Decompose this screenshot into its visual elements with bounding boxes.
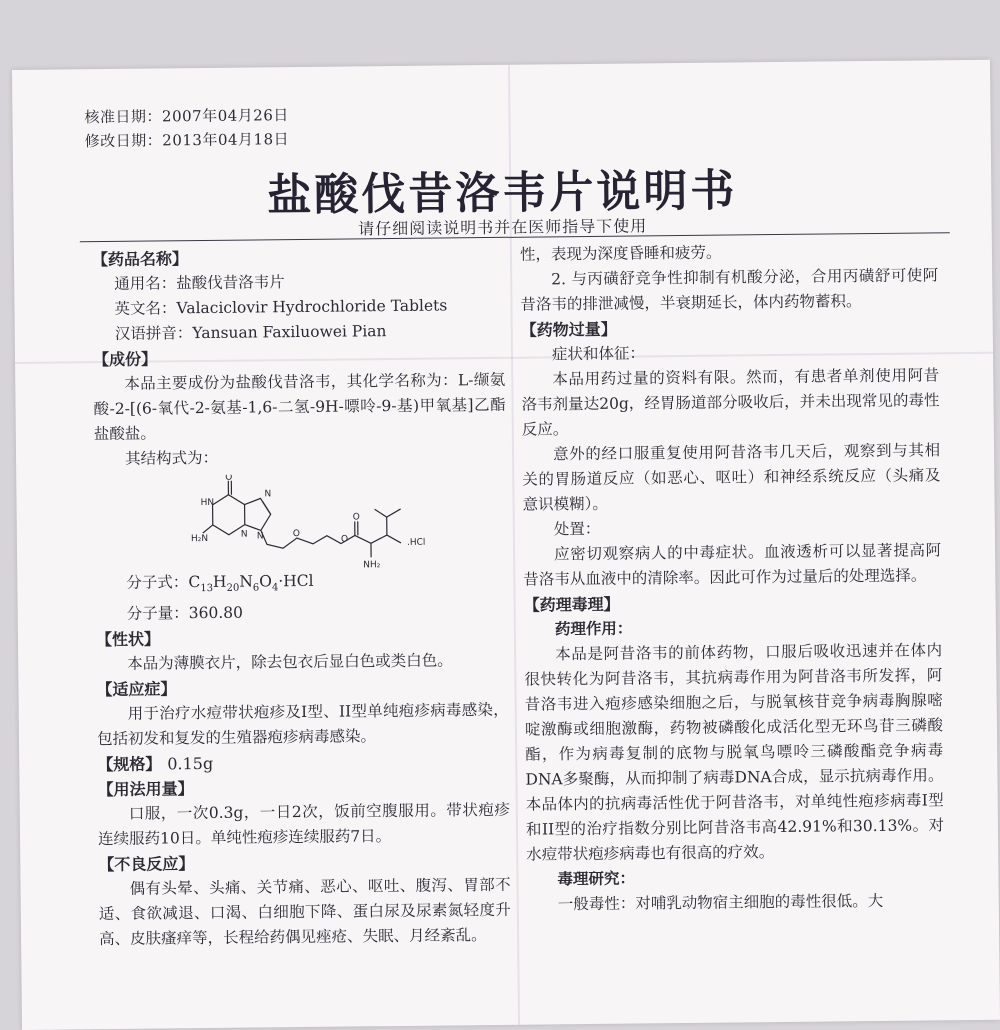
section-heading-drug-name: 【药品名称】 xyxy=(92,243,504,272)
right-column xyxy=(520,238,945,917)
properties-text: 本品为薄膜衣片，除去包衣后显白色或类白色。 xyxy=(96,648,508,677)
structure-bonds xyxy=(202,479,401,559)
section-heading-spec: 【规格】 0.15g xyxy=(97,748,509,777)
left-column xyxy=(92,243,511,952)
section-heading-dosage: 【用法用量】 xyxy=(97,773,509,802)
generic-name: 通用名：盐酸伐昔洛韦片 xyxy=(92,268,504,297)
atom-label: O xyxy=(225,473,232,483)
revision-date: 修改日期：2013年04月18日 xyxy=(85,129,290,151)
pharmacology-text: 本品是阿昔洛韦的前体药物，口服后吸收迅速并在体内很快转化为阿昔洛韦，其抗病毒作用为阿昔洛韦所发挥，阿昔洛韦进入疱疹感染细胞之后，与脱氧核苷竞争病毒胸腺嘧啶激酶或细胞激酶，药物被磷酸化成活化型无环鸟苷三磷酸酯，作为病毒复制的底物与脱氧鸟嘌呤三磷酸酯竞争病毒DNA多聚酶，从而抑制了病毒DNA合成，显示抗病毒作用。本品体内的抗病毒活性优于阿昔洛韦，对单纯性疱疹病毒I型和II型的治疗指数分别比阿昔洛韦高42.91%和30.13%。对水痘带状疱疹病毒也有很高的疗效。 xyxy=(524,638,944,867)
overdose-paragraph-1: 本品用药过量的资料有限。然而，有患者单剂使用阿昔洛韦剂量达20g，经胃肠道部分吸收后，并未出现常见的毒性反应。 xyxy=(521,363,940,442)
symptoms-label: 症状和体征： xyxy=(521,338,939,367)
dosage-text: 口服，一次0.3g，一日2次，饭前空腹服用。带状疱疹连续服药10日。单纯性疱疹连续服药7日。 xyxy=(98,798,511,852)
english-name: 英文名：Valaciclovir Hydrochloride Tablets xyxy=(92,293,504,322)
treatment-text: 应密切观察病人的中毒症状。血液透析可以显著提高阿昔洛韦从血液中的清除率。因此可作为过量后的处理选择。 xyxy=(523,538,942,592)
structure-label: 其结构式为： xyxy=(94,443,506,472)
toxicology-text: 一般毒性：对哺乳动物宿主细胞的毒性很低。大 xyxy=(527,888,945,917)
section-heading-pharmacology: 【药理毒理】 xyxy=(524,588,942,617)
treatment-label: 处置： xyxy=(523,513,941,542)
atom-label: N xyxy=(257,531,264,541)
leaflet-sheet xyxy=(12,60,1000,1030)
pinyin-name: 汉语拼音：Yansuan Faxiluowei Pian xyxy=(93,318,505,347)
atom-label: N xyxy=(241,530,248,540)
structural-formula-image xyxy=(190,472,491,570)
atom-label: O xyxy=(353,512,360,522)
adverse-reactions-text: 偶有头晕、头痛、关节痛、恶心、呕吐、腹泻、胃部不适、食欲减退、口渴、白细胞下降、蛋白尿及尿素氮轻度升高、皮肤瘙痒等，长程给药偶见痤疮、失眠、月经紊乱。 xyxy=(98,873,511,952)
indications-text: 用于治疗水痘带状疱疹及I型、II型单纯疱疹病毒感染，包括初发和复发的生殖器疱疹病毒感染。 xyxy=(97,698,510,752)
atom-label: H₂N xyxy=(191,534,208,544)
interaction-continued-text: 性，表现为深度昏睡和疲劳。 xyxy=(520,238,938,267)
atom-label: NH₂ xyxy=(363,560,381,570)
atom-label: HN xyxy=(200,498,214,508)
atom-label: O xyxy=(341,535,348,545)
pharmacology-action-label: 药理作用： xyxy=(524,613,942,642)
approval-date: 核准日期：2007年04月26日 xyxy=(84,105,289,127)
interaction-item-2: 2. 与丙磺舒竞争性抑制有机酸分泌，合用丙磺舒可使阿昔洛韦的排泄减慢，半衰期延长，体内药物蓄积。 xyxy=(520,263,939,317)
molecular-formula: 分子式：$C_{13}H_{20}N_6O_4\cdot HCl$ xyxy=(95,567,507,602)
section-heading-composition: 【成份】 xyxy=(93,343,505,372)
document-subtitle: 请仔细阅读说明书并在医师指导下使用 xyxy=(14,210,992,243)
document-title: 盐酸伐昔洛韦片说明书 xyxy=(13,152,992,226)
spec-value: 0.15g xyxy=(161,754,213,774)
overdose-paragraph-2: 意外的经口服重复使用阿昔洛韦几天后，观察到与其相关的胃肠道反应（如恶心、呕吐）和神经系统反应（头痛及意识模糊）。 xyxy=(522,438,941,517)
section-heading-adverse-reactions: 【不良反应】 xyxy=(98,848,510,877)
section-heading-properties: 【性状】 xyxy=(96,623,508,652)
structure-atom-labels xyxy=(190,472,425,570)
atom-label: O xyxy=(293,529,300,539)
section-heading-indications: 【适应症】 xyxy=(96,673,508,702)
toxicology-label: 毒理研究： xyxy=(526,863,944,892)
structure-hcl: .HCl xyxy=(407,538,426,548)
molecular-weight: 分子量：360.80 xyxy=(96,598,508,627)
composition-text: 本品主要成份为盐酸伐昔洛韦，其化学名称为：L-缬氨酸-2-[(6-氧代-2-氨基-1,6-二氢-9H-嘌呤-9-基)甲氧基]乙酯盐酸盐。 xyxy=(93,368,506,447)
section-heading-overdose: 【药物过量】 xyxy=(521,313,939,342)
atom-label: N xyxy=(264,489,271,499)
